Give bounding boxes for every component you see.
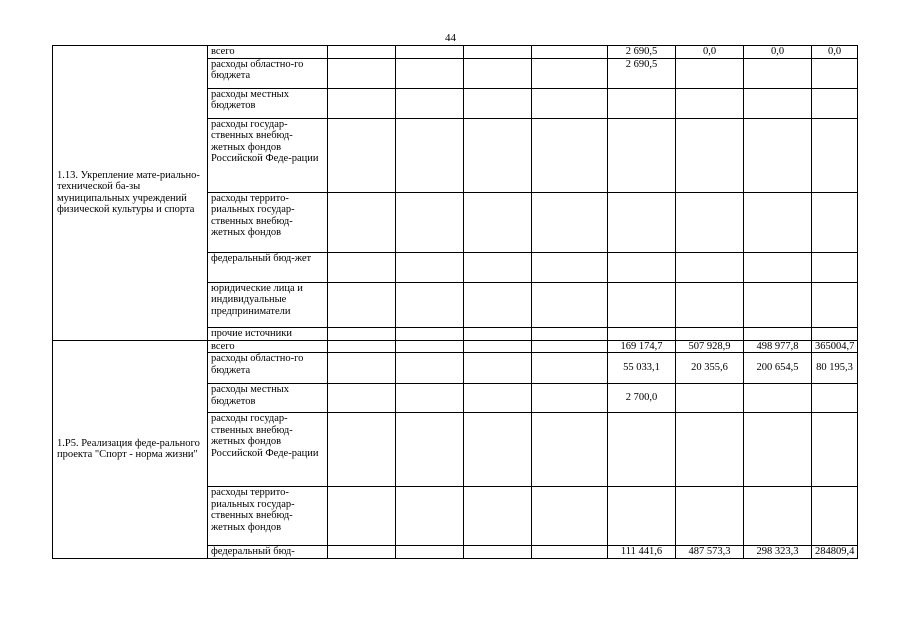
value-cell: 487 573,3 — [676, 546, 744, 559]
value-cell — [744, 282, 812, 327]
value-cell — [464, 327, 532, 340]
value-cell: 2 700,0 — [608, 384, 676, 413]
value-cell — [328, 46, 396, 59]
value-cell: 498 977,8 — [744, 340, 812, 353]
value-cell — [328, 118, 396, 192]
value-cell — [464, 46, 532, 59]
value-cell — [676, 58, 744, 88]
value-cell: 111 441,6 — [608, 546, 676, 559]
value-cell: 0,0 — [676, 46, 744, 59]
value-cell: 0,0 — [744, 46, 812, 59]
value-cell — [464, 546, 532, 559]
value-cell — [396, 327, 464, 340]
value-cell — [608, 413, 676, 487]
value-cell — [396, 546, 464, 559]
value-cell — [676, 252, 744, 282]
value-cell — [396, 192, 464, 252]
value-cell — [532, 384, 608, 413]
value-cell — [532, 46, 608, 59]
funding-source: всего — [208, 46, 328, 59]
funding-source: расходы государ-ственных внебюд-жетных фондов Российской Феде-рации — [208, 413, 328, 487]
value-cell — [532, 282, 608, 327]
value-cell — [328, 353, 396, 384]
value-cell — [328, 384, 396, 413]
value-cell — [608, 252, 676, 282]
value-cell — [744, 384, 812, 413]
value-cell — [464, 192, 532, 252]
value-cell — [328, 546, 396, 559]
value-cell — [464, 58, 532, 88]
value-cell: 20 355,6 — [676, 353, 744, 384]
value-cell: 169 174,7 — [608, 340, 676, 353]
funding-source: расходы террито-риальных государ-ственных внебюд-жетных фондов — [208, 487, 328, 546]
value-cell — [328, 340, 396, 353]
value-cell — [744, 118, 812, 192]
value-cell — [328, 487, 396, 546]
value-cell — [464, 282, 532, 327]
value-cell — [812, 384, 858, 413]
value-cell — [676, 282, 744, 327]
value-cell — [532, 252, 608, 282]
value-cell — [464, 88, 532, 118]
funding-source: федеральный бюд-жет — [208, 252, 328, 282]
funding-source: расходы местных бюджетов — [208, 88, 328, 118]
value-cell — [744, 327, 812, 340]
value-cell — [532, 327, 608, 340]
value-cell — [464, 384, 532, 413]
value-cell — [328, 88, 396, 118]
value-cell — [532, 340, 608, 353]
value-cell — [328, 252, 396, 282]
funding-source: расходы областно-го бюджета — [208, 58, 328, 88]
value-cell — [676, 118, 744, 192]
value-cell — [396, 88, 464, 118]
funding-source: юридические лица и индивидуальные предприниматели — [208, 282, 328, 327]
funding-source: федеральный бюд- — [208, 546, 328, 559]
value-cell — [532, 413, 608, 487]
value-cell — [608, 88, 676, 118]
value-cell: 200 654,5 — [744, 353, 812, 384]
value-cell — [464, 487, 532, 546]
funding-source: всего — [208, 340, 328, 353]
value-cell — [328, 327, 396, 340]
value-cell — [396, 282, 464, 327]
funding-source: расходы местных бюджетов — [208, 384, 328, 413]
value-cell — [328, 192, 396, 252]
budget-table — [52, 45, 858, 559]
value-cell — [676, 384, 744, 413]
funding-source: расходы террито-риальных государ-ственных внебюд-жетных фондов — [208, 192, 328, 252]
value-cell — [812, 327, 858, 340]
value-cell — [396, 353, 464, 384]
value-cell — [396, 413, 464, 487]
value-cell: 2 690,5 — [608, 46, 676, 59]
value-cell — [812, 58, 858, 88]
funding-source: расходы областно-го бюджета — [208, 353, 328, 384]
value-cell — [812, 192, 858, 252]
value-cell: 55 033,1 — [608, 353, 676, 384]
value-cell — [396, 487, 464, 546]
value-cell — [676, 327, 744, 340]
value-cell — [464, 252, 532, 282]
value-cell — [532, 192, 608, 252]
value-cell — [532, 487, 608, 546]
table-row — [53, 340, 858, 353]
value-cell — [464, 340, 532, 353]
value-cell — [464, 118, 532, 192]
value-cell — [676, 487, 744, 546]
value-cell — [532, 88, 608, 118]
value-cell — [396, 340, 464, 353]
value-cell — [608, 192, 676, 252]
value-cell — [744, 487, 812, 546]
value-cell — [812, 413, 858, 487]
funding-source: прочие источники — [208, 327, 328, 340]
value-cell — [744, 58, 812, 88]
value-cell — [676, 192, 744, 252]
value-cell — [396, 46, 464, 59]
value-cell — [812, 88, 858, 118]
value-cell — [744, 88, 812, 118]
value-cell — [532, 58, 608, 88]
value-cell: 507 928,9 — [676, 340, 744, 353]
value-cell — [744, 192, 812, 252]
value-cell — [744, 413, 812, 487]
value-cell — [328, 58, 396, 88]
value-cell: 0,0 — [812, 46, 858, 59]
value-cell: 80 195,3 — [812, 353, 858, 384]
value-cell — [532, 546, 608, 559]
value-cell — [676, 88, 744, 118]
value-cell: 298 323,3 — [744, 546, 812, 559]
value-cell — [532, 353, 608, 384]
value-cell — [464, 413, 532, 487]
value-cell — [812, 252, 858, 282]
section-title: 1.Р5. Реализация феде-рального проекта "Спорт - норма жизни" — [53, 340, 208, 559]
value-cell — [328, 413, 396, 487]
value-cell — [608, 282, 676, 327]
section-title: 1.13. Укрепление мате-риально-технической ба-зы муниципальных учреждений физической культуры и спорта — [53, 46, 208, 341]
value-cell — [812, 118, 858, 192]
value-cell: 2 690,5 — [608, 58, 676, 88]
table-row — [53, 46, 858, 59]
value-cell — [608, 118, 676, 192]
value-cell — [328, 282, 396, 327]
value-cell — [676, 413, 744, 487]
funding-source: расходы государ-ственных внебюд-жетных фондов Российской Феде-рации — [208, 118, 328, 192]
value-cell — [464, 353, 532, 384]
value-cell — [812, 487, 858, 546]
value-cell — [608, 487, 676, 546]
value-cell: 284809,4 — [812, 546, 858, 559]
page-number: 44 — [445, 32, 456, 44]
value-cell — [396, 384, 464, 413]
value-cell — [608, 327, 676, 340]
value-cell — [744, 252, 812, 282]
value-cell: 365004,7 — [812, 340, 858, 353]
value-cell — [396, 58, 464, 88]
value-cell — [396, 252, 464, 282]
value-cell — [532, 118, 608, 192]
value-cell — [396, 118, 464, 192]
value-cell — [812, 282, 858, 327]
